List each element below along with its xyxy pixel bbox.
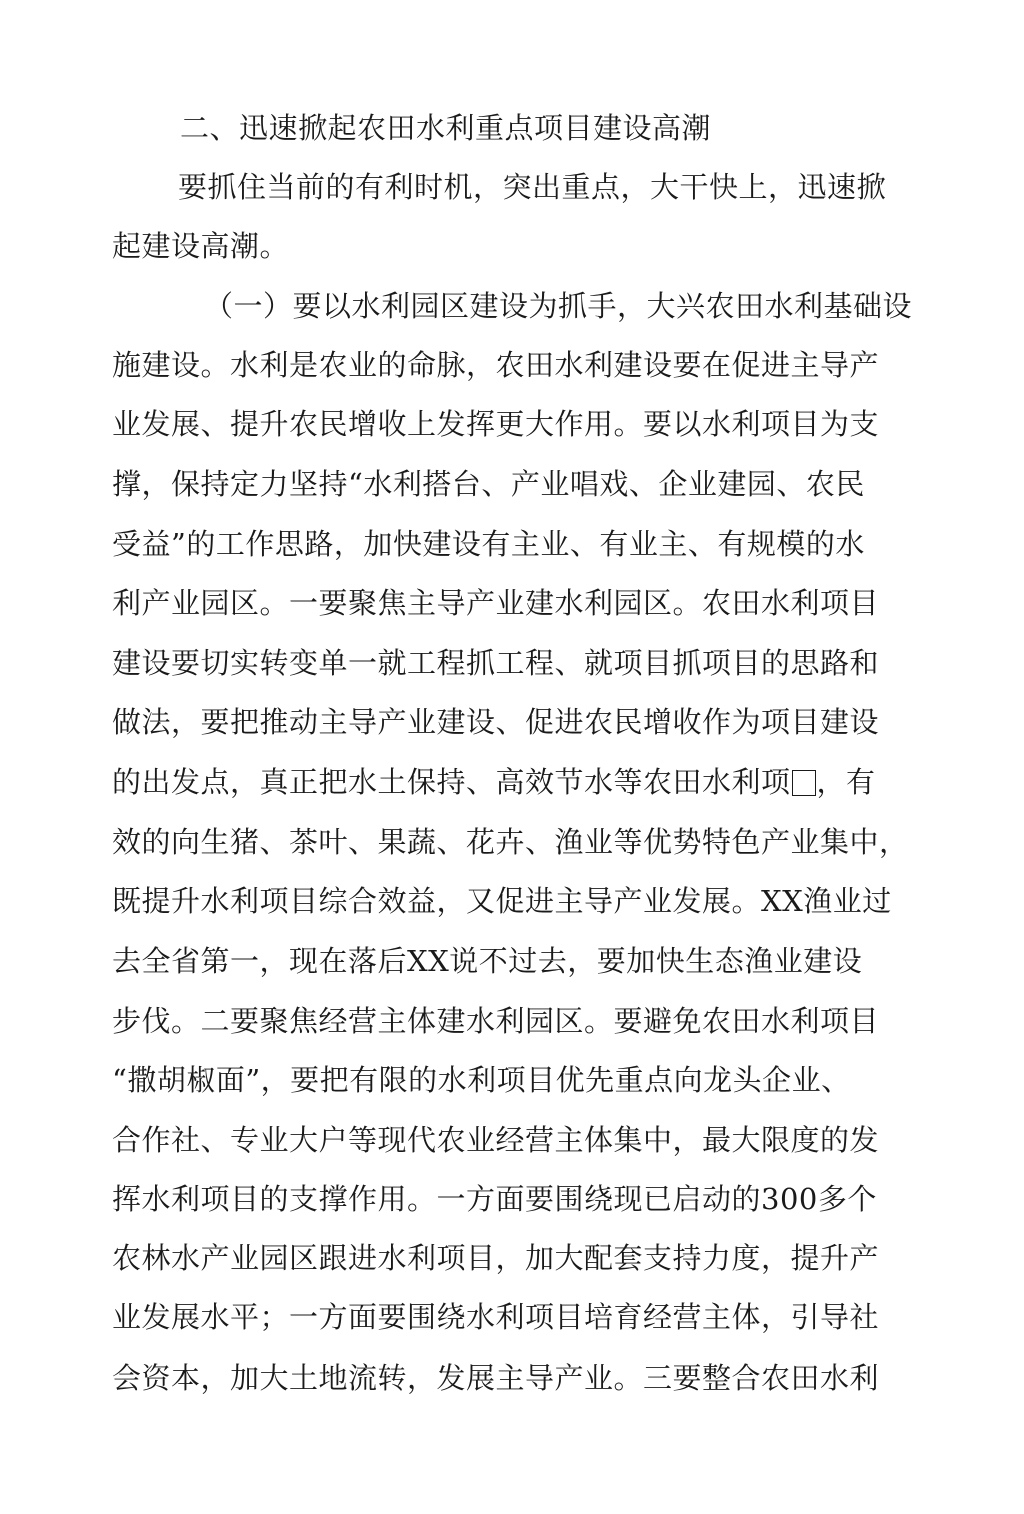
paragraph-line: 建设要切实转变单一就工程抓工程、就项目抓项目的思路和 (112, 646, 880, 680)
paragraph-line: 挥水利项目的支撑作用。一方面要围绕现已启动的300多个 (112, 1182, 877, 1216)
paragraph-line: “撒胡椒面”，要把有限的水利项目优先重点向龙头企业、 (112, 1063, 851, 1097)
paragraph-line: 去全省第一，现在落后XX说不过去，要加快生态渔业建设 (112, 944, 863, 978)
paragraph-line: 要抓住当前的有利时机，突出重点，大干快上，迅速掀 (178, 170, 887, 204)
paragraph-line: 受益”的工作思路，加快建设有主业、有业主、有规模的水 (112, 527, 865, 561)
section-heading: 二、迅速掀起农田水利重点项目建设高潮 (180, 111, 712, 145)
line-text-after-box: ，有 (816, 765, 876, 799)
paragraph-line: （一）要以水利园区建设为抓手，大兴农田水利基础设 (204, 289, 913, 323)
paragraph-line: 农林水产业园区跟进水利项目，加大配套支持力度，提升产 (112, 1241, 880, 1275)
line-text-before-box: 的出发点，真正把水土保持、高效节水等农田水利项 (112, 765, 791, 799)
paragraph-line: 利产业园区。一要聚焦主导产业建水利园区。农田水利项目 (112, 586, 880, 620)
paragraph-line: 做法，要把推动主导产业建设、促进农民增收作为项目建设 (112, 705, 880, 739)
paragraph-line: 起建设高潮。 (112, 229, 290, 263)
paragraph-line: 撑，保持定力坚持“水利搭台、产业唱戏、企业建园、农民 (112, 467, 865, 501)
paragraph-line: 既提升水利项目综合效益，又促进主导产业发展。XX渔业过 (112, 884, 892, 918)
paragraph-line: 步伐。二要聚焦经营主体建水利园区。要避免农田水利项目 (112, 1004, 880, 1038)
paragraph-line: 合作社、专业大户等现代农业经营主体集中，最大限度的发 (112, 1123, 880, 1157)
paragraph-line: 业发展、提升农民增收上发挥更大作用。要以水利项目为支 (112, 407, 880, 441)
paragraph-line: 会资本，加大土地流转，发展主导产业。三要整合农田水利 (112, 1361, 880, 1395)
paragraph-line: 施建设。水利是农业的命脉，农田水利建设要在促进主导产 (112, 348, 880, 382)
paragraph-line: 效的向生猪、茶叶、果蔬、花卉、渔业等优势特色产业集中， (112, 825, 909, 859)
missing-glyph-box (792, 770, 816, 796)
paragraph-line: 业发展水平；一方面要围绕水利项目培育经营主体，引导社 (112, 1300, 880, 1334)
paragraph-line (112, 765, 876, 799)
